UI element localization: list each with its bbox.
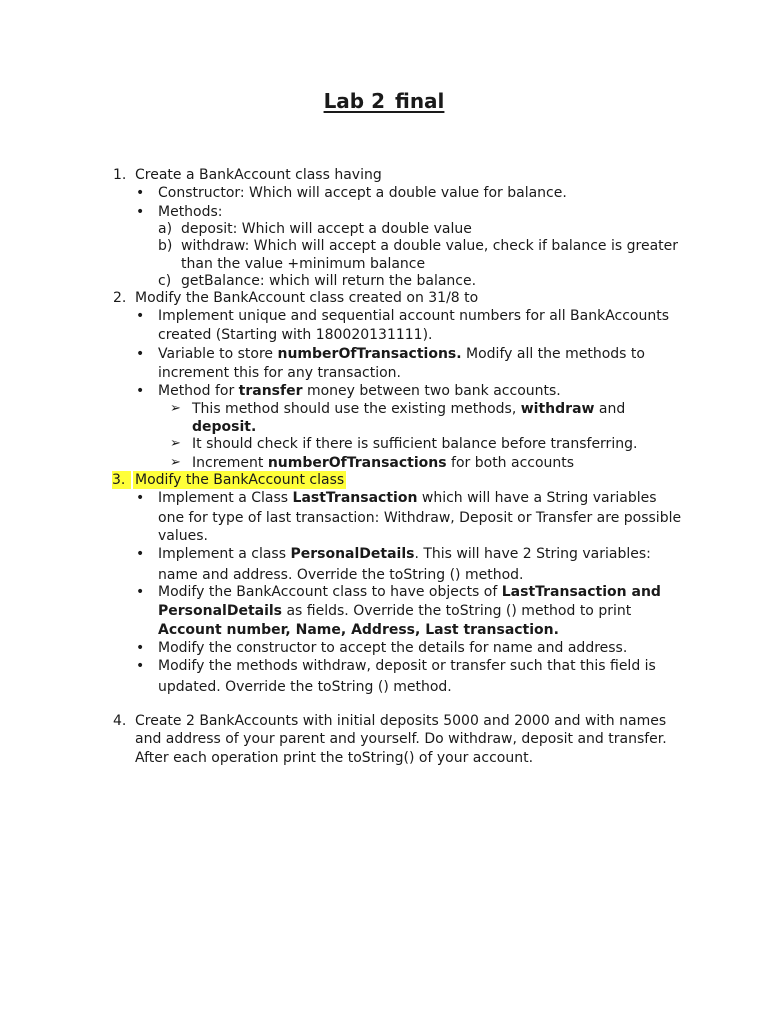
q3-number: 3. bbox=[112, 471, 131, 489]
q2-sub-existing-methods bbox=[192, 400, 625, 418]
q3-bullet-personal-details-cont: name and address. Override the toString () method. bbox=[158, 567, 524, 583]
bullet-icon: • bbox=[136, 308, 145, 324]
arrow-bullet-icon: ➢ bbox=[170, 401, 181, 416]
q1-bullet-constructor: Constructor: Which will accept a double value for balance. bbox=[158, 185, 567, 201]
q3-b1-pre: Implement a Class bbox=[158, 490, 293, 506]
q3-b2-post: . This will have 2 String variables: bbox=[414, 546, 651, 562]
q3-b1-post: which will have a String variables bbox=[417, 490, 657, 506]
q3-bullet-fields bbox=[158, 583, 661, 601]
bullet-icon: • bbox=[136, 658, 145, 674]
q2-s1-post: and bbox=[594, 401, 626, 417]
q1-number: 1. bbox=[113, 167, 127, 183]
q2-bullet-transfer bbox=[158, 382, 561, 400]
bullet-icon: • bbox=[136, 204, 145, 220]
arrow-bullet-icon: ➢ bbox=[170, 455, 181, 470]
q3-bullet-methods-cont: updated. Override the toString () method. bbox=[158, 679, 452, 695]
q2-s3-pre: Increment bbox=[192, 455, 268, 471]
q2-s1-bold: withdraw bbox=[520, 401, 595, 417]
q2-s1-pre: This method should use the existing methods, bbox=[192, 401, 521, 417]
q1-item-c-text: getBalance: which will return the balance. bbox=[181, 273, 477, 289]
q3-b2-bold: PersonalDetails bbox=[290, 546, 415, 562]
arrow-bullet-icon: ➢ bbox=[170, 436, 181, 451]
q1-item-a-label: a) bbox=[158, 221, 173, 237]
q2-b2-post: Modify all the methods to bbox=[461, 346, 645, 362]
bullet-icon: • bbox=[136, 490, 145, 506]
q2-bullet-account-numbers-cont: created (Starting with 180020131111). bbox=[158, 327, 433, 343]
q1-bullet-methods: Methods: bbox=[158, 204, 223, 220]
q1-text: Create a BankAccount class having bbox=[135, 167, 382, 183]
q4-number: 4. bbox=[113, 713, 127, 729]
q3-bullet-constructor: Modify the constructor to accept the details for name and address. bbox=[158, 640, 628, 656]
q3-text: Modify the BankAccount class bbox=[135, 472, 345, 488]
q2-s3-bold: numberOfTransactions bbox=[267, 455, 447, 471]
q2-s3-post: for both accounts bbox=[446, 455, 575, 471]
q3-bullet-fields-cont2: Account number, Name, Address, Last transaction. bbox=[158, 622, 559, 638]
bullet-icon: • bbox=[136, 185, 145, 201]
bullet-icon: • bbox=[136, 640, 145, 656]
q1-item-a-text: deposit: Which will accept a double value bbox=[181, 221, 472, 237]
q2-sub-deposit: deposit. bbox=[192, 419, 257, 435]
q3-bullet-last-transaction-cont: one for type of last transaction: Withdraw, Deposit or Transfer are possible bbox=[158, 510, 682, 526]
q3-b3-pre: Modify the BankAccount class to have objects of bbox=[158, 584, 502, 600]
q2-b3-pre: Method for bbox=[158, 383, 239, 399]
q3-b3-2-bold: PersonalDetails bbox=[158, 603, 283, 619]
q2-b3-bold: transfer bbox=[238, 383, 303, 399]
q3-bullet-methods: Modify the methods withdraw, deposit or transfer such that this field is bbox=[158, 658, 656, 674]
bullet-icon: • bbox=[136, 584, 145, 600]
q4-line-1: Create 2 BankAccounts with initial deposits 5000 and 2000 and with names bbox=[135, 713, 667, 729]
q2-b2-bold: numberOfTransactions. bbox=[277, 346, 462, 362]
document-title: Lab 2_final bbox=[323, 89, 445, 113]
q1-item-b-label: b) bbox=[158, 238, 173, 254]
q2-bullet-transactions-cont: increment this for any transaction. bbox=[158, 365, 402, 381]
q2-sub-increment bbox=[192, 454, 574, 472]
q2-bullet-account-numbers: Implement unique and sequential account numbers for all BankAccounts bbox=[158, 308, 670, 324]
q4-line-3: After each operation print the toString() of your account. bbox=[135, 750, 534, 766]
q3-b3-2-post: as fields. Override the toString () method to print bbox=[282, 603, 632, 619]
q1-item-b-text-cont: than the value +minimum balance bbox=[181, 256, 426, 272]
q1-item-c-label: c) bbox=[158, 273, 172, 289]
q3-bullet-fields-cont bbox=[158, 602, 631, 620]
q3-bullet-personal-details bbox=[158, 545, 651, 563]
q2-text: Modify the BankAccount class created on 31/8 to bbox=[135, 290, 479, 306]
q4-line-2: and address of your parent and yourself. Do withdraw, deposit and transfer. bbox=[135, 731, 667, 747]
q2-number: 2. bbox=[113, 290, 127, 306]
q2-b3-post: money between two bank accounts. bbox=[302, 383, 561, 399]
q3-b2-pre: Implement a class bbox=[158, 546, 291, 562]
bullet-icon: • bbox=[136, 546, 145, 562]
bullet-icon: • bbox=[136, 383, 145, 399]
q2-sub-sufficient-balance: It should check if there is sufficient balance before transferring. bbox=[192, 436, 638, 452]
q3-b3-bold: LastTransaction and bbox=[501, 584, 661, 600]
q3-bullet-last-transaction-cont2: values. bbox=[158, 528, 208, 544]
q3-bullet-last-transaction bbox=[158, 489, 657, 507]
q2-b2-pre: Variable to store bbox=[158, 346, 278, 362]
bullet-icon: • bbox=[136, 346, 145, 362]
q3-b1-bold: LastTransaction bbox=[292, 490, 418, 506]
q1-item-b-text: withdraw: Which will accept a double value, check if balance is greater bbox=[181, 238, 679, 254]
q2-bullet-transactions bbox=[158, 345, 645, 363]
